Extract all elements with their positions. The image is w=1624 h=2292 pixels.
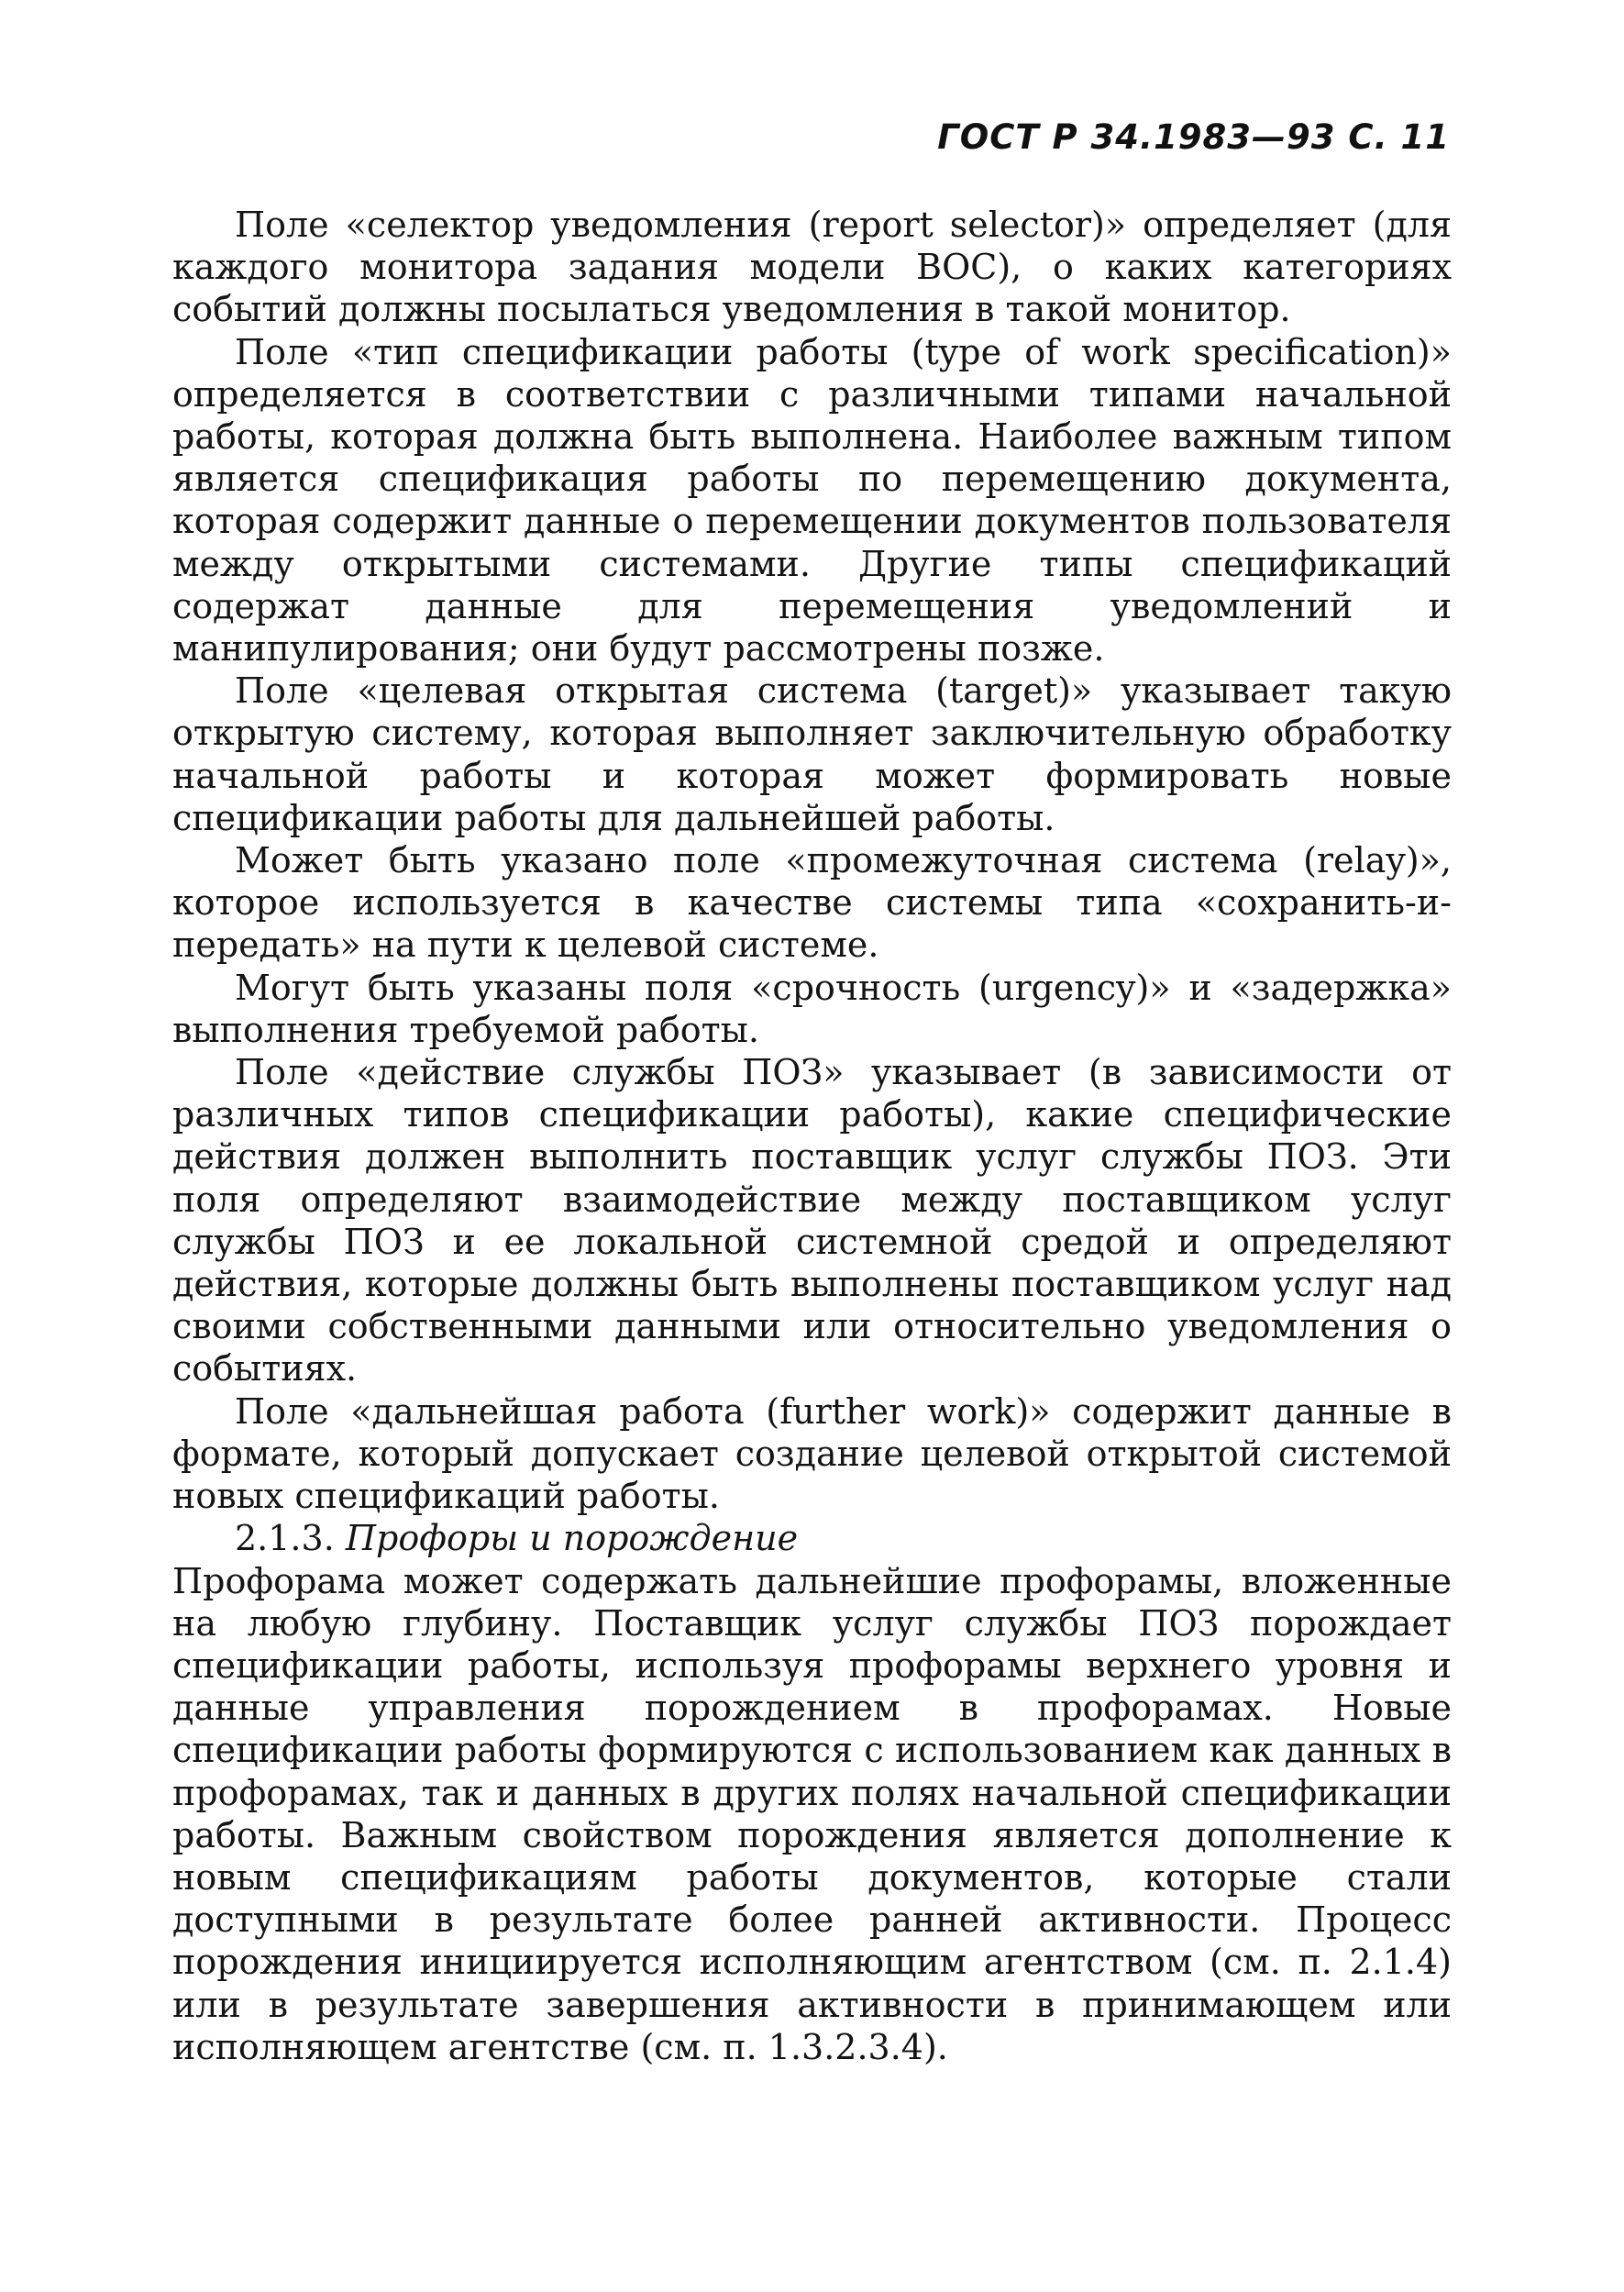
paragraph-target-system: Поле «целевая открытая система (target)» указывает такую открытую систему, которая выполняет заключительную обработку начальной работы и которая может формировать новые спецификации работы для дальнейшей работы. [172, 670, 1452, 838]
paragraph-report-selector: Поле «селектор уведомления (report selector)» определяет (для каждого монитора задания модели ВОС), о каких категориях событий должны посылаться уведомления в такой монитор. [172, 205, 1452, 330]
section-heading [172, 1517, 1452, 1559]
paragraph-further-work: Поле «дальнейшая работа (further work)» содержит данные в формате, который допускает создание целевой открытой системой новых спецификаций работы. [172, 1390, 1452, 1517]
paragraph-proforms: Профорама может содержать дальнейшие профорамы, вложенные на любую глубину. Поставщик услуг службы ПОЗ порождает спецификации работы, используя профорамы верхнего уровня и данные управления порождением в профорамах. Новые спецификации работы формируются с использованием как данных в профорамах, так и данных в других полях начальной спецификации работы. Важным свойством порождения является дополнение к новым спецификациям работы документов, которые стали доступными в результате более ранней активности. Процесс порождения инициируется исполняющим агентством (см. п. 2.1.4) или в результате завершения активности в принимающем или исполняющем агентстве (см. п. 1.3.2.3.4). [172, 1560, 1452, 2067]
paragraph-work-specification-type: Поле «тип спецификации работы (type of work specification)» определяется в соответствии с различными типами начальной работы, которая должна быть выполнена. Наиболее важным типом является спецификация работы по перемещению документа, которая содержит данные о перемещении документов пользователя между открытыми системами. Другие типы спецификаций содержат данные для перемещения уведомлений и манипулирования; они будут рассмотрены позже. [172, 331, 1452, 670]
paragraph-relay: Может быть указано поле «промежуточная система (relay)», которое используется в качестве системы типа «сохранить-и-передать» на пути к целевой системе. [172, 840, 1452, 966]
paragraph-urgency: Могут быть указаны поля «срочность (urgency)» и «задержка» выполнения требуемой работы. [172, 967, 1452, 1050]
section-number: 2.1.3. [235, 1518, 335, 1559]
paragraph-service-action: Поле «действие службы ПОЗ» указывает (в зависимости от различных типов спецификации работы), какие специфические действия должен выполнить поставщик услуг службы ПОЗ. Эти поля определяют взаимодействие между поставщиком услуг службы ПОЗ и ее локальной системной средой и определяют действия, которые должны быть выполнены поставщиком услуг над своими собственными данными или относительно уведомления о событиях. [172, 1052, 1452, 1390]
section-title: Профоры и порождение [345, 1518, 799, 1559]
page-header: ГОСТ Р 34.1983—93 С. 11 [937, 117, 1450, 157]
document-body [172, 204, 1452, 2068]
